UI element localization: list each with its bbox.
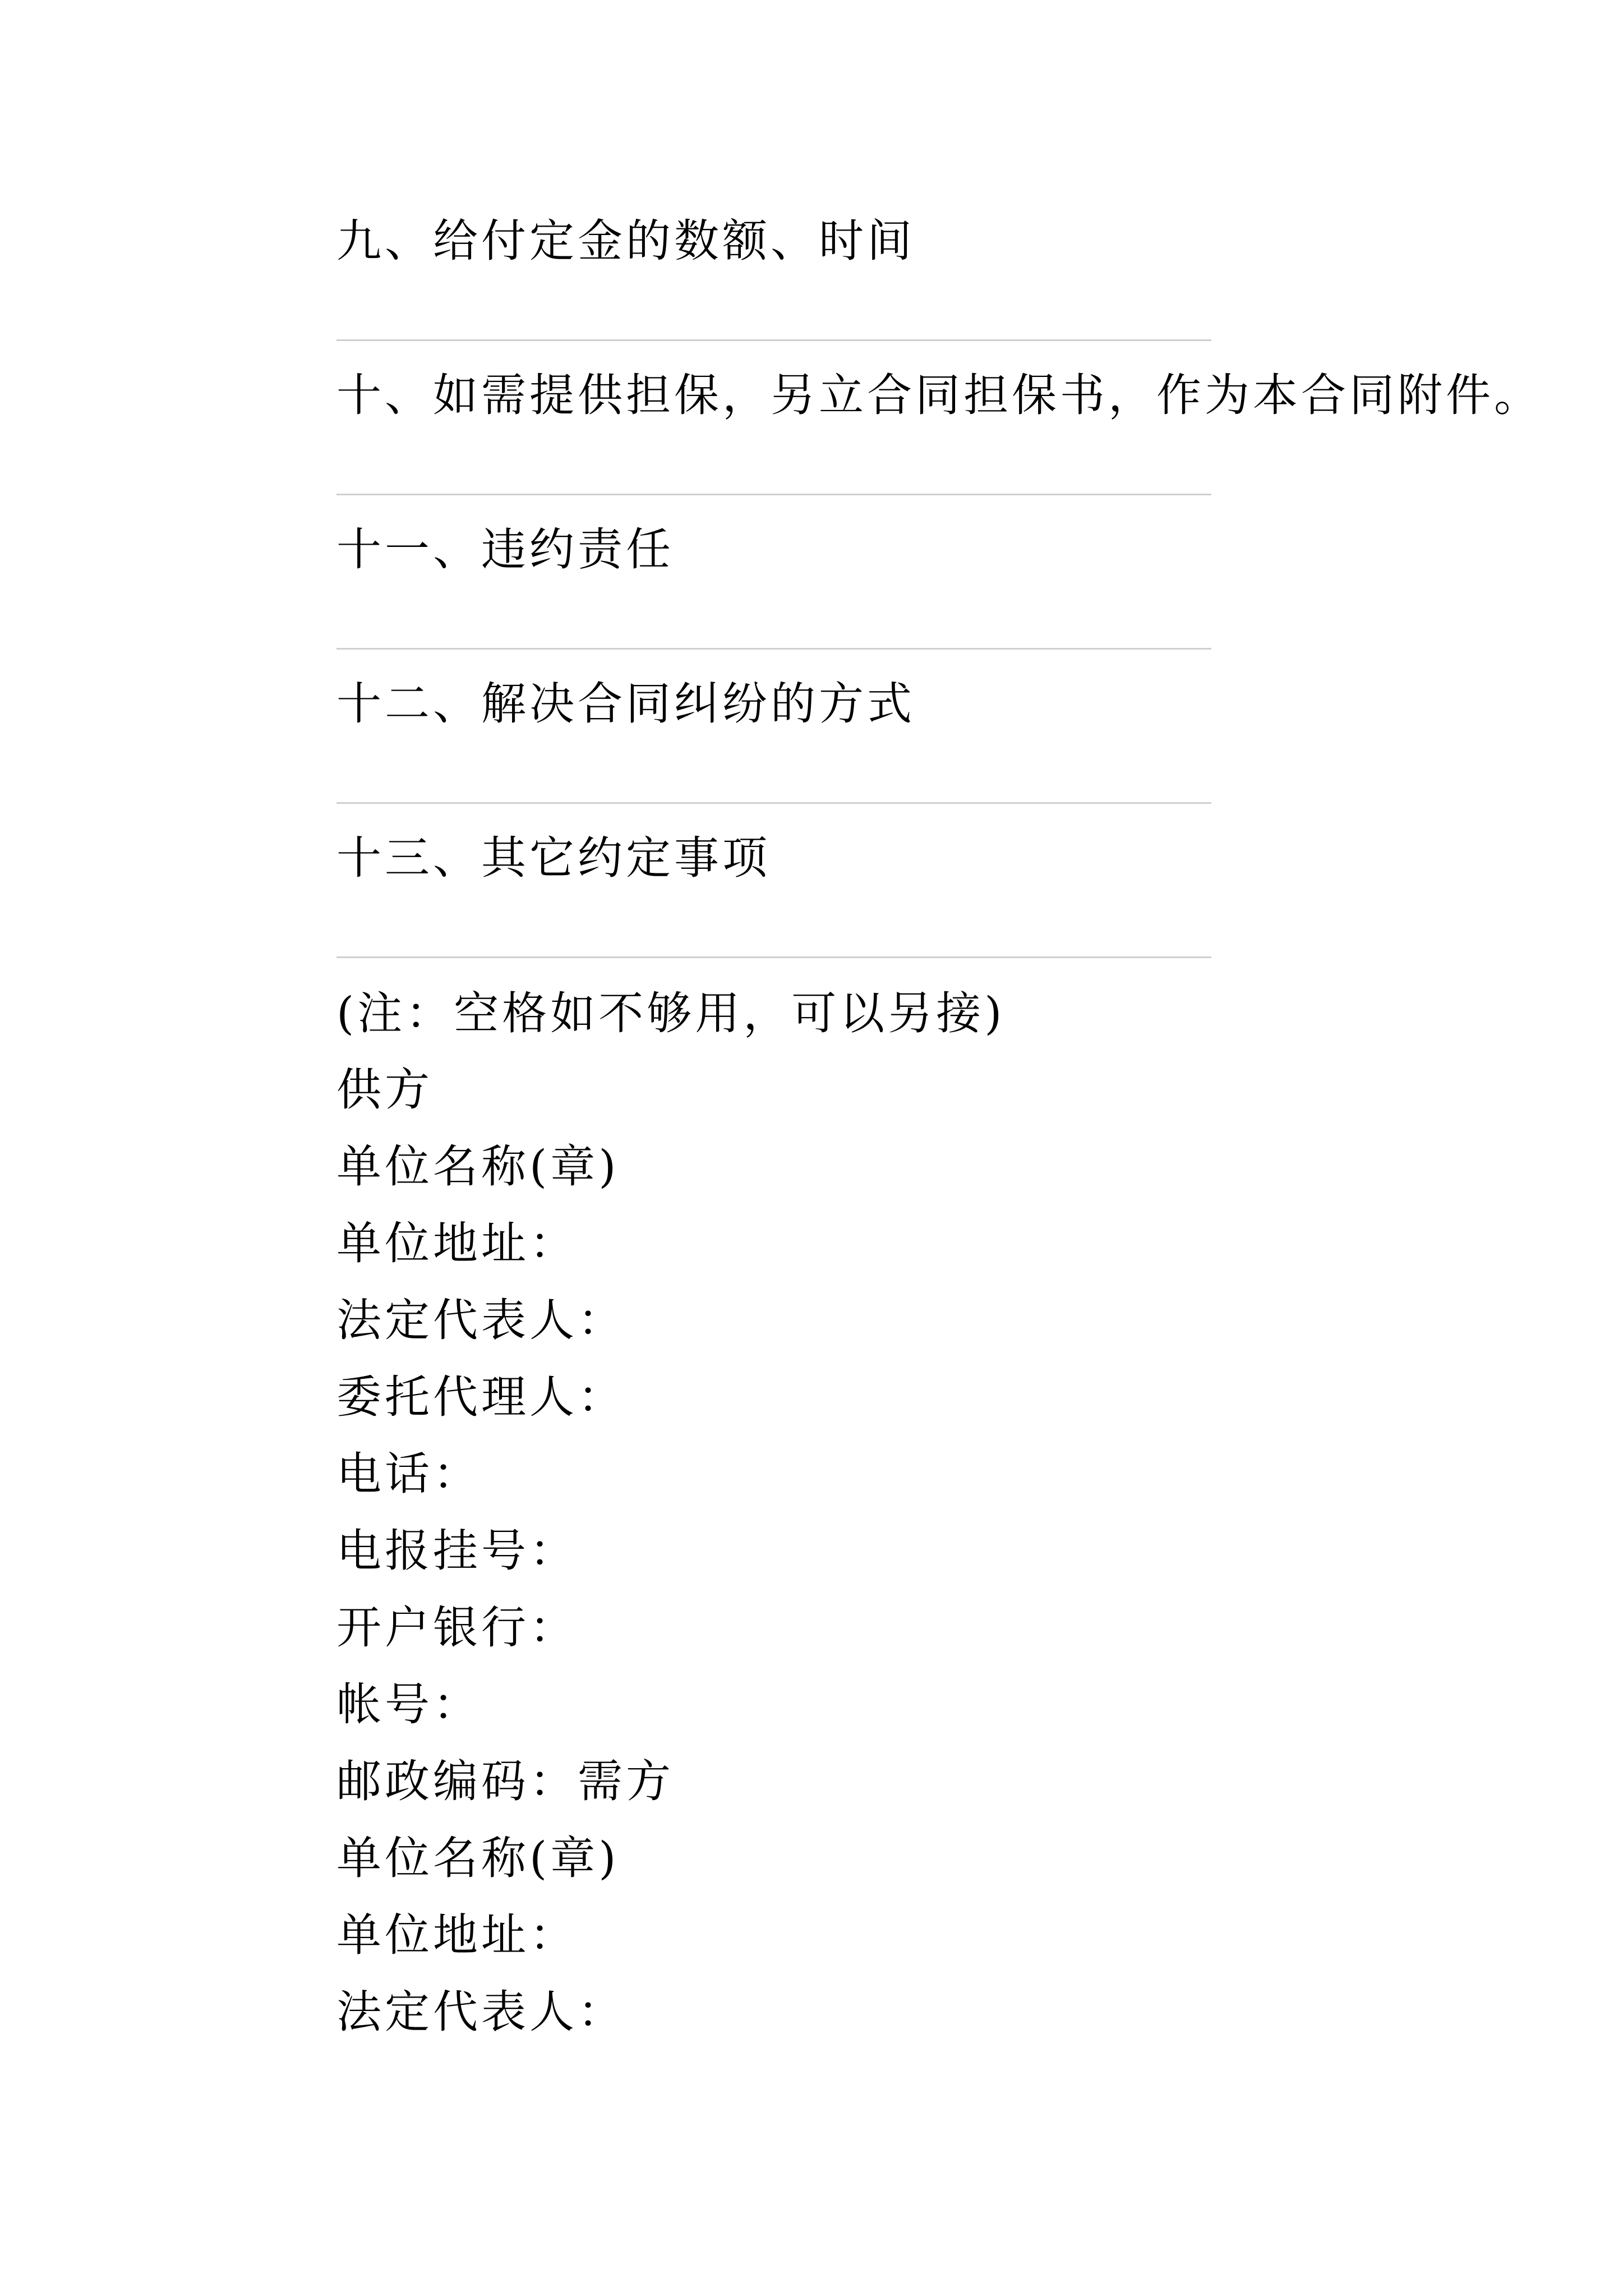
supplier-unit-address: 单位地址： (336, 1217, 578, 1269)
section-9-heading: 九、给付定金的数额、时间 (336, 215, 915, 267)
fill-in-line-12 (336, 802, 1211, 804)
supplier-authorized-agent: 委托代理人： (336, 1371, 626, 1423)
buyer-unit-address: 单位地址： (336, 1909, 578, 1961)
fill-in-line-10 (336, 494, 1211, 495)
note-text: (注：空格如不够用，可以另接) (336, 987, 1006, 1039)
supplier-account: 帐号： (336, 1678, 481, 1731)
section-12-heading: 十二、解决合同纠纷的方式 (336, 678, 915, 730)
fill-in-line-9 (336, 339, 1211, 341)
section-11-heading: 十一、违约责任 (336, 523, 674, 576)
supplier-postal-code-buyer-heading: 邮政编码：需方 (336, 1755, 674, 1807)
section-13-heading: 十三、其它约定事项 (336, 832, 771, 884)
supplier-heading: 供方 (336, 1064, 433, 1116)
fill-in-line-13 (336, 956, 1211, 958)
supplier-phone: 电话： (336, 1448, 481, 1500)
supplier-telegraph: 电报挂号： (336, 1525, 578, 1577)
buyer-unit-name: 单位名称(章) (336, 1832, 620, 1884)
fill-in-line-11 (336, 648, 1211, 650)
supplier-legal-representative: 法定代表人： (336, 1294, 626, 1346)
section-10-heading: 十、如需提供担保，另立合同担保书，作为本合同附件。 (336, 369, 1542, 421)
supplier-unit-name: 单位名称(章) (336, 1140, 620, 1193)
supplier-bank: 开户银行： (336, 1602, 578, 1654)
buyer-legal-representative: 法定代表人： (336, 1986, 626, 2038)
